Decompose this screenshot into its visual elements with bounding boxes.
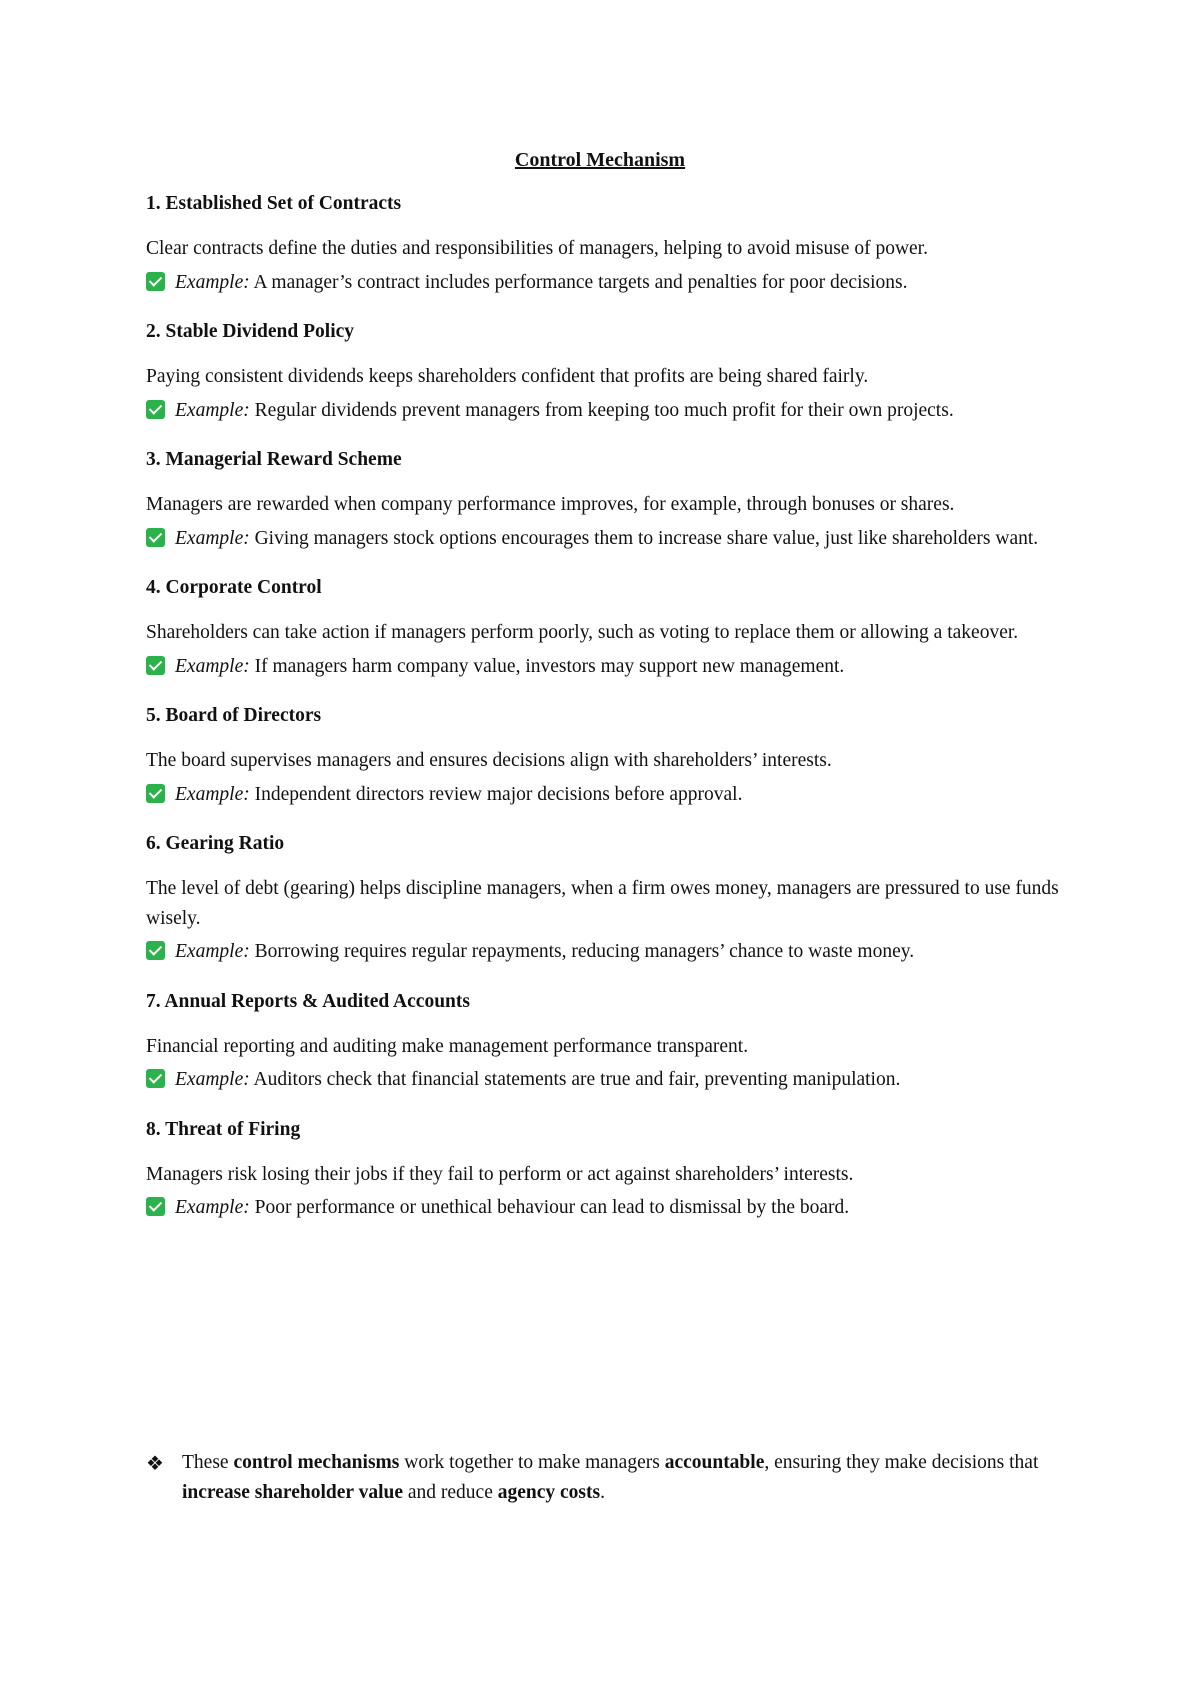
- section-text: Shareholders can take action if managers perform poorly, such as voting to replace them or allowing a takeover.: [146, 622, 1019, 643]
- mechanism-list: [146, 190, 1076, 1244]
- example-label: Example:: [175, 655, 250, 677]
- section-heading: 2. Stable Dividend Policy: [146, 321, 355, 342]
- example-line: [146, 1193, 1076, 1223]
- section-corporate-control: [146, 574, 1076, 681]
- example-line: [146, 1065, 1076, 1095]
- section-heading: 7. Annual Reports & Audited Accounts: [146, 990, 470, 1012]
- section-heading: 8. Threat of Firing: [146, 1118, 301, 1140]
- example-label: Example:: [175, 527, 250, 549]
- summary-emphasis: accountable: [664, 1452, 765, 1473]
- check-mark-icon: [146, 400, 165, 419]
- section-heading: 1. Established Set of Contracts: [146, 193, 402, 214]
- example-line: [146, 652, 1076, 682]
- section-text: Paying consistent dividends keeps shareholders confident that profits are being shared fairly.: [146, 366, 869, 387]
- section-text: Managers are rewarded when company performance improves, for example, through bonuses or shares.: [146, 494, 955, 515]
- section-heading: 4. Corporate Control: [146, 577, 322, 598]
- example-line: [146, 396, 1076, 426]
- example-text: If managers harm company value, investors may support new management.: [254, 655, 845, 677]
- example-line: [146, 937, 1076, 967]
- check-mark-icon: [146, 1197, 165, 1216]
- example-text: Independent directors review major decisions before approval.: [254, 783, 743, 805]
- section-reward-scheme: [146, 446, 1076, 553]
- four-diamond-icon: ❖: [146, 1451, 164, 1475]
- check-mark-icon: [146, 941, 165, 960]
- check-mark-icon: [146, 1069, 165, 1088]
- example-label: Example:: [175, 941, 250, 962]
- example-label: Example:: [175, 1197, 250, 1218]
- example-label: Example:: [175, 399, 250, 421]
- section-annual-reports: [146, 988, 1076, 1095]
- summary-part: , ensuring they make decisions that: [764, 1452, 1039, 1473]
- section-heading: 5. Board of Directors: [146, 705, 322, 726]
- summary-emphasis: agency costs: [497, 1482, 601, 1503]
- example-text: Borrowing requires regular repayments, reducing managers’ chance to waste money.: [254, 941, 915, 962]
- section-threat-of-firing: [146, 1116, 1076, 1223]
- example-label: Example:: [175, 1069, 250, 1090]
- section-text: Financial reporting and auditing make management performance transparent.: [146, 1035, 749, 1057]
- example-text: Poor performance or unethical behaviour can lead to dismissal by the board.: [254, 1197, 850, 1218]
- section-text: The board supervises managers and ensures decisions align with shareholders’ interests.: [146, 750, 832, 771]
- example-text: Auditors check that financial statements are true and fair, preventing manipulation.: [253, 1069, 901, 1090]
- section-text: Managers risk losing their jobs if they fail to perform or act against shareholders’ interests.: [146, 1163, 854, 1185]
- check-mark-icon: [146, 656, 165, 675]
- example-line: [146, 268, 1076, 298]
- example-line: [146, 780, 1076, 810]
- summary-emphasis: control mechanisms: [233, 1452, 400, 1473]
- summary-emphasis: increase shareholder value: [182, 1482, 403, 1503]
- summary-part: .: [600, 1482, 605, 1503]
- summary-text: [182, 1448, 1076, 1508]
- summary-part: and reduce: [403, 1482, 498, 1503]
- section-heading: 3. Managerial Reward Scheme: [146, 449, 402, 470]
- section-heading: 6. Gearing Ratio: [146, 833, 285, 854]
- summary-part: work together to make managers: [399, 1452, 665, 1473]
- summary-part: These: [182, 1452, 234, 1473]
- check-mark-icon: [146, 784, 165, 803]
- example-label: Example:: [175, 271, 250, 293]
- example-line: [146, 524, 1076, 554]
- section-gearing-ratio: [146, 830, 1076, 967]
- section-text: The level of debt (gearing) helps discipline managers, when a firm owes money, managers are pressured to use funds wisely.: [146, 878, 1059, 929]
- check-mark-icon: [146, 272, 165, 291]
- section-text: Clear contracts define the duties and responsibilities of managers, helping to avoid misuse of power.: [146, 238, 928, 259]
- section-contracts: [146, 190, 1076, 297]
- example-text: Regular dividends prevent managers from keeping too much profit for their own projects.: [254, 399, 954, 421]
- section-dividend-policy: [146, 318, 1076, 425]
- page-title: Control Mechanism: [514, 149, 686, 171]
- example-label: Example:: [175, 783, 250, 805]
- example-text: A manager’s contract includes performance targets and penalties for poor decisions.: [253, 271, 908, 293]
- summary-bullet: [146, 1448, 1076, 1508]
- example-text: Giving managers stock options encourages them to increase share value, just like shareholders want.: [254, 527, 1039, 549]
- section-board-of-directors: [146, 702, 1076, 809]
- check-mark-icon: [146, 528, 165, 547]
